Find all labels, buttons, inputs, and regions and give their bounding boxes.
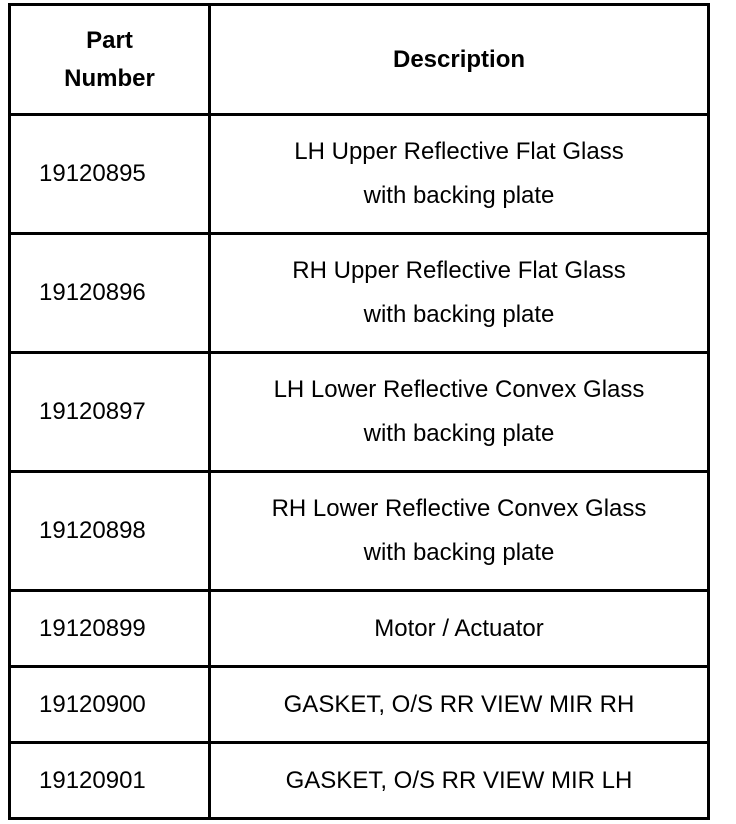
table-row [10, 743, 709, 819]
description-cell [210, 115, 709, 234]
part-number-cell: 19120895 [10, 115, 210, 234]
table-row [10, 667, 709, 743]
description-line1: LH Lower Reflective Convex Glass [273, 376, 645, 403]
part-number-cell: 19120898 [10, 472, 210, 591]
description-line2: with backing plate [363, 182, 555, 209]
table-row [10, 591, 709, 667]
description-line1: RH Lower Reflective Convex Glass [271, 495, 647, 522]
description-cell [210, 234, 709, 353]
table-row [10, 115, 709, 234]
parts-table [8, 3, 710, 820]
description-cell [210, 472, 709, 591]
part-number-header-line1: Part [86, 26, 133, 54]
part-number-cell: 19120900 [10, 667, 210, 743]
description-line2: with backing plate [363, 539, 555, 566]
description-line2: with backing plate [363, 420, 555, 447]
part-number-cell: 19120899 [10, 591, 210, 667]
description-line1: LH Upper Reflective Flat Glass [294, 138, 624, 165]
description-cell: GASKET, O/S RR VIEW MIR RH [210, 667, 709, 743]
table-row [10, 353, 709, 472]
description-line1: RH Upper Reflective Flat Glass [292, 257, 626, 284]
description-cell: GASKET, O/S RR VIEW MIR LH [210, 743, 709, 819]
description-header: Description [210, 5, 709, 115]
part-number-header [10, 5, 210, 115]
table-row [10, 234, 709, 353]
description-line2: with backing plate [363, 301, 555, 328]
part-number-cell: 19120896 [10, 234, 210, 353]
part-number-cell: 19120901 [10, 743, 210, 819]
header-row [10, 5, 709, 115]
description-cell [210, 353, 709, 472]
part-number-cell: 19120897 [10, 353, 210, 472]
table-row [10, 472, 709, 591]
part-number-header-line2: Number [64, 64, 155, 92]
description-cell: Motor / Actuator [210, 591, 709, 667]
